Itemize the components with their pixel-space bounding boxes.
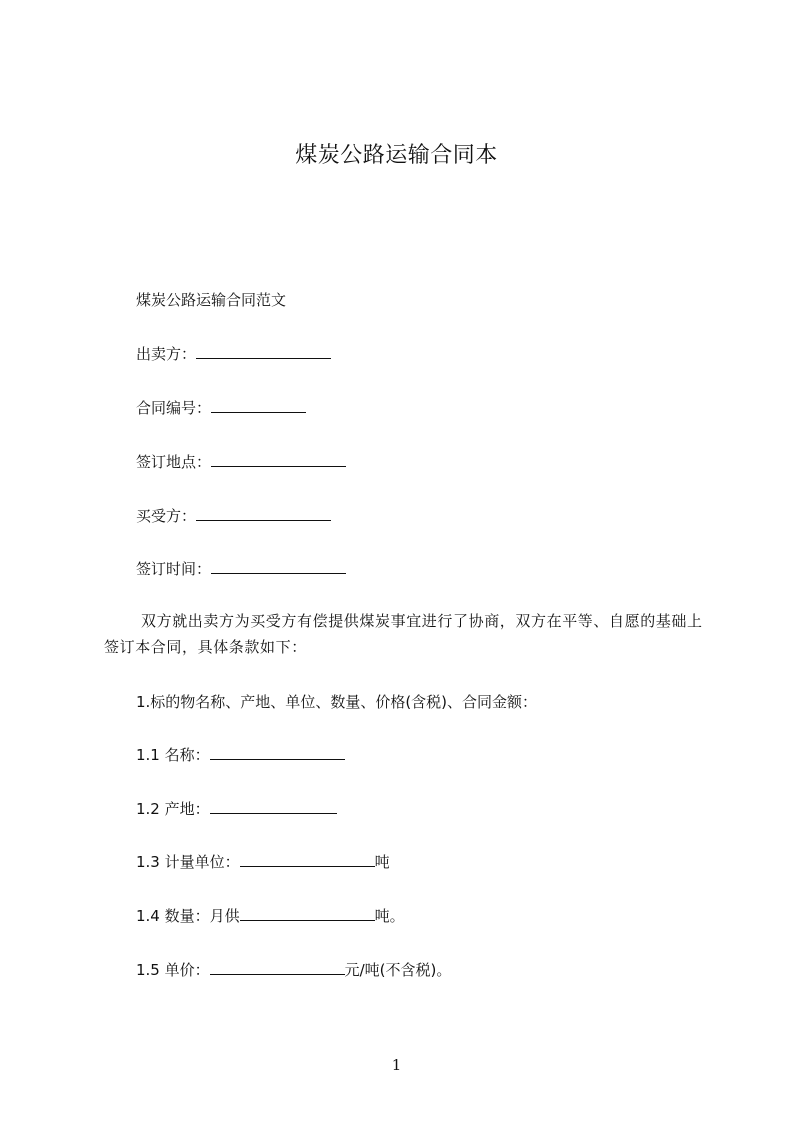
document-title: 煤炭公路运输合同本 [295, 143, 498, 168]
seller-blank[interactable] [196, 345, 331, 359]
sign-place-field [136, 452, 346, 472]
item-price-suffix: 元/吨(不含税)。 [344, 961, 452, 979]
item-quantity-suffix: 吨。 [374, 907, 405, 925]
item-name-field [136, 745, 345, 765]
item-origin-blank[interactable] [210, 800, 337, 814]
item-price-field [136, 960, 451, 980]
sign-place-label: 签订地点： [136, 453, 212, 471]
item-price-blank[interactable] [210, 961, 345, 975]
sign-place-blank[interactable] [211, 453, 346, 467]
buyer-field [136, 506, 331, 526]
item-unit-label: 1.3 计量单位： [136, 853, 240, 871]
item-quantity-blank[interactable] [240, 907, 375, 921]
buyer-blank[interactable] [196, 507, 331, 521]
seller-field [136, 344, 331, 364]
page-number: 1 [391, 1056, 402, 1074]
item-quantity-label: 1.4 数量：月供 [136, 907, 240, 925]
intro-paragraph: 双方就出卖方为买受方有偿提供煤炭事宜进行了协商，双方在平等、自愿的基础上签订本合同，具体条款如下： [104, 612, 703, 656]
item-origin-field [136, 799, 337, 819]
item-unit-suffix: 吨 [374, 853, 390, 871]
item-unit-blank[interactable] [240, 853, 375, 867]
sign-time-blank[interactable] [211, 560, 346, 574]
sign-time-label: 签订时间： [136, 560, 212, 578]
item-quantity-field [136, 906, 405, 926]
section-1-heading: 1.标的物名称、产地、单位、数量、价格(含税)、合同金额： [136, 693, 538, 711]
sign-time-field [136, 559, 346, 579]
item-name-label: 1.1 名称： [136, 746, 210, 764]
item-unit-field [136, 852, 390, 872]
document-subtitle: 煤炭公路运输合同范文 [136, 291, 287, 309]
buyer-label: 买受方： [136, 507, 197, 525]
item-name-blank[interactable] [210, 746, 345, 760]
item-price-label: 1.5 单价： [136, 961, 210, 979]
item-origin-label: 1.2 产地： [136, 800, 210, 818]
seller-label: 出卖方： [136, 345, 197, 363]
contract-number-label: 合同编号： [136, 399, 212, 417]
contract-number-field [136, 398, 306, 418]
contract-number-blank[interactable] [211, 399, 306, 413]
